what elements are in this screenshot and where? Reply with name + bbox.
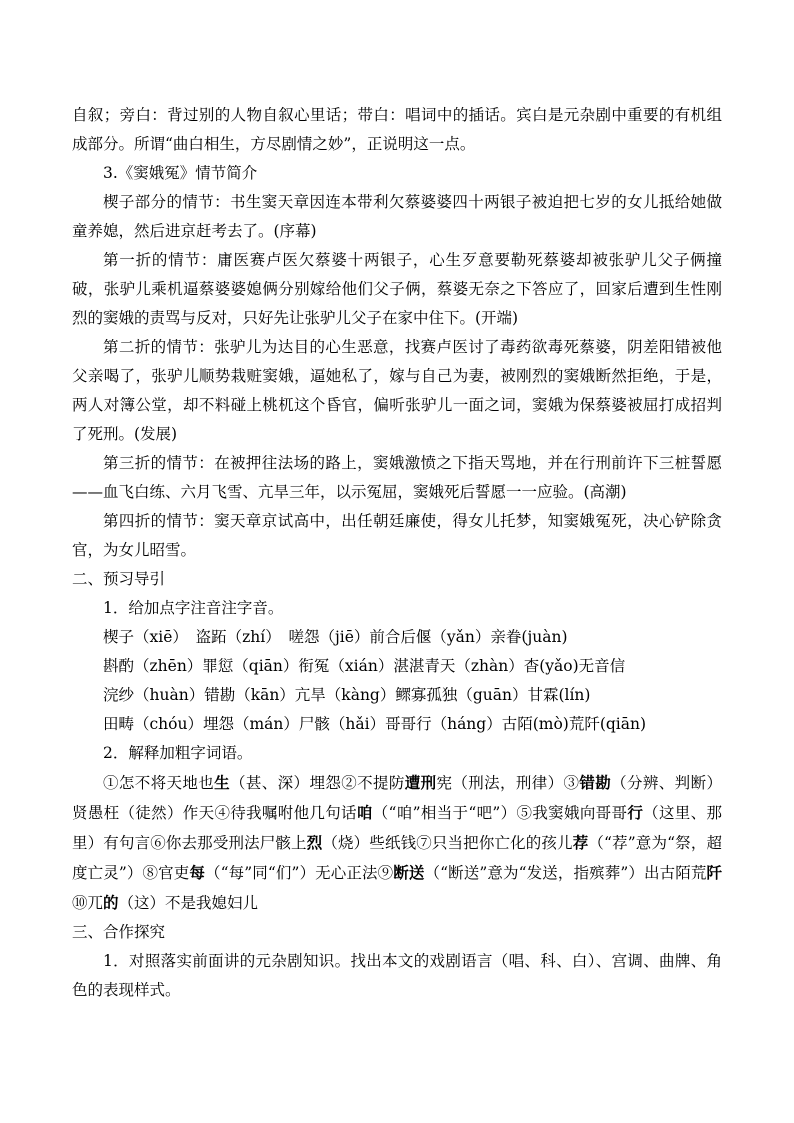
vocab-text: ①怎不将天地也 [103, 774, 215, 792]
vocab-text: ⑩兀 [72, 894, 104, 912]
vocab-bold-term: 阡 [706, 863, 722, 882]
vocab-bold-term: 烈 [306, 833, 323, 852]
plot-act1: 第一折的情节：庸医赛卢医欠蔡婆十两银子，心生歹意要勒死蔡婆却被张驴儿父子俩撞破，张驴儿乘机逼蔡婆婆媳俩分别嫁给他们父子俩，蔡婆无奈之下答应了，回家后遭到生性刚烈的窦娥的责骂与反对，只好先让张驴儿父子在家中住下。(开端) [72, 251, 722, 327]
preview-heading: 二、预习导引 [72, 570, 166, 588]
vocab-bold-term: 错勘 [579, 773, 612, 792]
plot-act4: 第四折的情节：窦天章京试高中，出任朝廷廉使，得女儿托梦，知窦娥冤死，决心铲除贪官，为女儿昭雪。 [72, 512, 722, 559]
plot-heading: 3.《窦娥冤》情节简介 [103, 164, 258, 182]
explore-q1: 1．对照落实前面讲的元杂剧知识。找出本文的戏剧语言（唱、科、白）、宫调、曲牌、角色的表现样式。 [72, 952, 722, 999]
vocab-text: （这里、那里）有句言⑥你去那受刑法尸骸上 [72, 804, 722, 852]
vocab-bold-term: 遭刑 [404, 773, 437, 792]
vocab-text: （甚、深）埋怨②不提防 [230, 774, 405, 792]
vocab-bold-term: 生 [214, 773, 231, 792]
explore-heading: 三、合作探究 [72, 923, 166, 941]
pinyin-line-4: 田畴（chóu）埋怨（mán）尸骸（hǎi）哥哥行（háng）古陌(mò)荒阡(qiān) [103, 715, 647, 733]
vocab-text: （“荐”意为“祭，超度亡灵”）⑧官吏 [72, 834, 722, 882]
vocab-text: （烧）些纸钱⑦只当把你亡化的孩儿 [322, 834, 573, 852]
vocab-text: （“每”同“们”）无心正法⑨ [204, 864, 394, 882]
vocab-text: （这）不是我媳妇儿 [118, 894, 259, 912]
document-body [72, 101, 722, 1005]
vocab-bold-term: 的 [103, 893, 119, 912]
pinyin-line-3: 浣纱（huàn）错勘（kān）亢旱（kàng）鳏寡孤独（guān）甘霖(lín) [103, 686, 591, 704]
vocab-text: （“断送”意为“发送，指殡葬”）出古陌荒 [424, 864, 707, 882]
vocab-text: （“咱”相当于“吧”）⑤我窦娥向哥哥 [372, 804, 628, 822]
plot-wedge: 楔子部分的情节：书生窦天章因连本带利欠蔡婆婆四十两银子被迫把七岁的女儿抵给她做童养媳，然后进京赶考去了。(序幕) [72, 193, 722, 240]
vocab-bold-term: 咱 [356, 803, 373, 822]
plot-act2: 第二折的情节：张驴儿为达目的心生恶意，找赛卢医讨了毒药欲毒死蔡婆，阴差阳错被他父亲喝了，张驴儿顺势栽赃窦娥，逼她私了，嫁与自己为妻，被刚烈的窦娥断然拒绝，于是，两人对簿公堂，却不料碰上桃杌这个昏官，偏听张驴儿一面之词，窦娥为保蔡婆被屈打成招判了死刑。(发展) [72, 338, 722, 443]
vocab-text: （分辨、判断）贤愚枉（徒然）作天④待我嘱咐他几句话 [72, 774, 722, 822]
pinyin-line-1: 楔子（xiē） 盗跖（zhí） 嗟怨（jiē）前合后偃（yǎn）亲眷(juàn) [103, 628, 568, 646]
preview-q2: 2．解释加粗字词语。 [103, 744, 253, 762]
vocab-bold-term: 每 [189, 863, 205, 882]
vocab-bold-term: 行 [627, 803, 644, 822]
vocab-bold-term: 荐 [572, 833, 589, 852]
pinyin-line-2: 斟酌（zhēn）罪愆（qiān）衔冤（xián）湛湛青天（zhàn）杳(yǎo)无音信 [103, 657, 626, 675]
vocab-bold-term: 断送 [393, 863, 425, 882]
vocab-explanations [72, 768, 722, 918]
preview-q1: 1．给加点字注音注字音。 [103, 599, 284, 617]
intro-paragraph: 自叙；旁白：背过别的人物自叙心里话；带白：唱词中的插话。宾白是元杂剧中重要的有机组成部分。所谓“曲白相生，方尽剧情之妙”，正说明这一点。 [72, 106, 722, 153]
vocab-text: 宪（刑法，刑律）③ [436, 774, 580, 792]
plot-act3: 第三折的情节：在被押往法场的路上，窦娥激愤之下指天骂地，并在行刑前许下三桩誓愿——血飞白练、六月飞雪、亢旱三年，以示冤屈，窦娥死后誓愿一一应验。(高潮) [72, 454, 722, 501]
